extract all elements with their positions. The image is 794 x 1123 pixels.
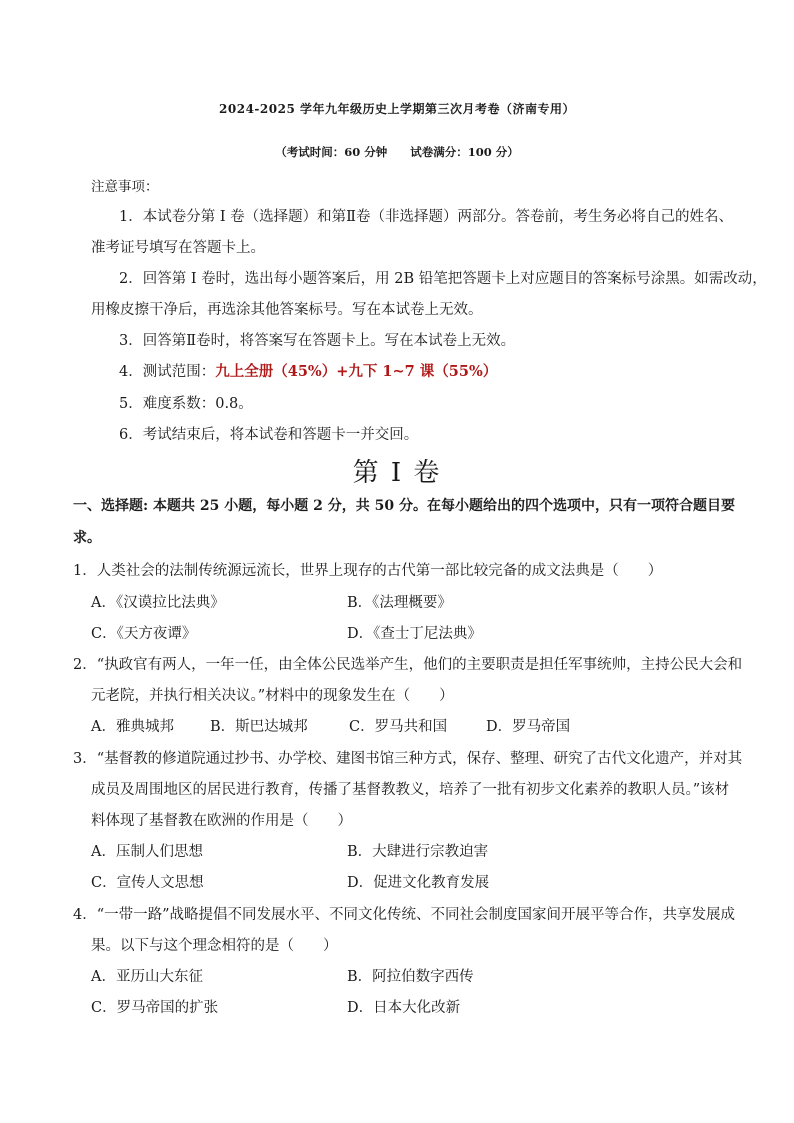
question-3-stem-line-3: 料体现了基督教在欧洲的作用是（ ） [91,813,352,829]
question-2-stem-line-2: 元老院，并执行相关决议。”材料中的现象发生在（ ） [91,688,454,704]
question-1-option-a: A．《汉谟拉比法典》 [91,595,225,611]
question-3-option-a: A．压制人们思想 [91,844,203,860]
section-title: 第 I 卷 [352,458,442,488]
test-range: 九上全册（45%）+九下 1~7 课（55%） [215,363,498,380]
notice-item-3: 3．回答第Ⅱ卷时，将答案写在答题卡上。写在本试卷上无效。 [119,333,516,349]
question-2-option-c: C．罗马共和国 [349,719,448,735]
question-3-option-b: B．大肆进行宗教迫害 [347,844,489,860]
question-4-option-d: D．日本大化改新 [347,1000,461,1016]
exam-subtitle: （考试时间：60 分钟 试卷满分：100 分） [275,145,519,159]
question-2-option-d: D．罗马帝国 [486,719,571,735]
question-4-stem-line-2: 果。以下与这个理念相符的是（ ） [91,938,338,954]
notice-item-2-line-2: 用橡皮擦干净后，再选涂其他答案标号。写在本试卷上无效。 [91,302,483,318]
question-4-option-b: B．阿拉伯数字西传 [347,969,474,985]
notice-item-4 [119,360,497,381]
question-2-option-a: A．雅典城邦 [91,719,174,735]
question-3-option-d: D．促进文化教育发展 [347,875,490,891]
question-1-option-d: D．《查士丁尼法典》 [347,626,482,642]
question-4-option-a: A．亚历山大东征 [91,969,203,985]
notice-item-4-prefix: 4．测试范围： [119,364,216,380]
question-2-stem-line-1: 2．“执政官有两人，一年一任，由全体公民选举产生，他们的主要职责是担任军事统帅，主持公民大会和 [73,657,743,673]
exam-title: 2024-2025 学年九年级历史上学期第三次月考卷（济南专用） [219,102,575,116]
notice-item-6: 6．考试结束后，将本试卷和答题卡一并交回。 [119,427,419,443]
notice-item-1-line-1: 1．本试卷分第 I 卷（选择题）和第Ⅱ卷（非选择题）两部分。答卷前，考生务必将自己的姓名、 [119,209,734,225]
question-3-stem-line-2: 成员及周围地区的居民进行教育，传播了基督教教义，培养了一批有初步文化素养的教职人员。”该材 [91,782,730,798]
question-4-option-c: C．罗马帝国的扩张 [91,1000,219,1016]
question-2-option-b: B．斯巴达城邦 [210,719,308,735]
question-1-option-b: B．《法理概要》 [347,595,452,611]
question-1-option-c: C．《天方夜谭》 [91,626,197,642]
notice-item-1-line-2: 准考证号填写在答题卡上。 [91,240,265,256]
question-4-stem-line-1: 4．“一带一路”战略提倡不同发展水平、不同文化传统、不同社会制度国家间开展平等合作，共享发展成 [73,907,736,923]
question-3-option-c: C．宣传人文思想 [91,875,204,891]
question-1-stem: 1．人类社会的法制传统源远流长，世界上现存的古代第一部比较完备的成文法典是（ ） [73,563,663,579]
notice-item-5: 5．难度系数：0.8。 [119,396,253,412]
instructions-line-2: 求。 [73,530,101,546]
notice-item-2-line-1: 2．回答第 I 卷时，选出每小题答案后，用 2B 铅笔把答题卡上对应题目的答案标号涂黑。如需改动， [119,271,767,287]
notice-heading: 注意事项： [91,179,159,195]
question-3-stem-line-1: 3．“基督教的修道院通过抄书、办学校、建图书馆三种方式，保存、整理、研究了古代文化遗产，并对其 [73,751,743,767]
instructions-line-1: 一、选择题: 本题共 25 小题，每小题 2 分，共 50 分。在每小题给出的四个选项中，只有一项符合题目要 [73,498,735,514]
